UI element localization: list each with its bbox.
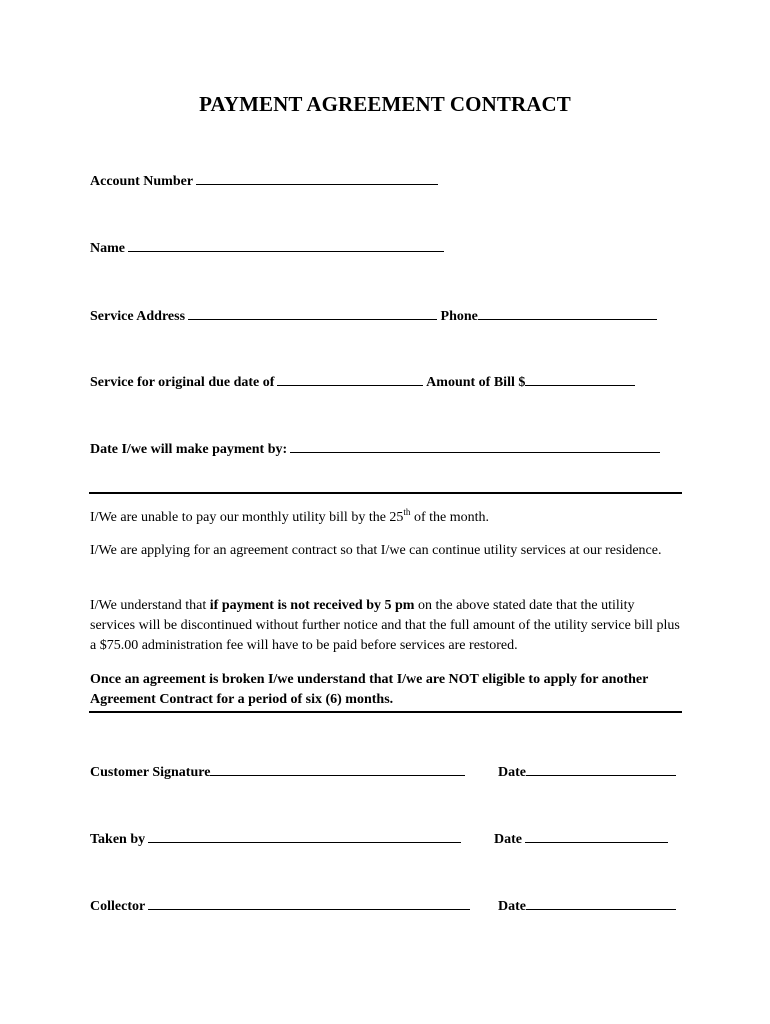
name-row [90, 238, 444, 258]
taken-by-row [90, 829, 461, 849]
bottom-divider [89, 711, 682, 713]
amount-of-bill-label: Amount of Bill $ [426, 375, 526, 390]
account-number-label: Account Number [90, 174, 194, 189]
terms-p1-superscript: th [403, 507, 411, 517]
taken-by-label: Taken by [90, 832, 146, 847]
service-address-row [90, 306, 657, 326]
customer-signature-field[interactable] [210, 762, 465, 776]
service-address-field[interactable] [188, 306, 437, 320]
terms-paragraph-4: Once an agreement is broken I/we understand that I/we are NOT eligible to apply for another Agreement Contract for a period of six (6) months. [90, 672, 649, 707]
name-field[interactable] [128, 238, 444, 252]
collector-label: Collector [90, 899, 146, 914]
taken-by-field[interactable] [148, 829, 461, 843]
service-due-date-label: Service for original due date of [90, 375, 275, 390]
payment-date-field[interactable] [290, 439, 660, 453]
customer-signature-label: Customer Signature [90, 765, 211, 780]
collector-date-field[interactable] [526, 896, 676, 910]
customer-date-label: Date [498, 765, 526, 780]
terms-p3-text-end: on the above stated date that the utility services will be discontinued without further notice and that the full amount of the utility service bill plus a $75.00 administration fee will have to be paid before services are restored. [90, 598, 680, 653]
customer-date-field[interactable] [526, 762, 676, 776]
taken-by-date-row [494, 829, 668, 849]
collector-date-row [498, 896, 676, 916]
collector-date-label: Date [498, 899, 526, 914]
terms-paragraph-1 [90, 508, 682, 528]
account-number-row [90, 171, 438, 191]
customer-signature-row [90, 762, 465, 782]
terms-paragraph-3 [90, 596, 682, 656]
document-title: PAYMENT AGREEMENT CONTRACT [199, 92, 571, 116]
phone-field[interactable] [478, 306, 657, 320]
phone-label: Phone [440, 309, 478, 324]
terms-paragraph-2: I/We are applying for an agreement contract so that I/we can continue utility services at our residence. [90, 543, 662, 558]
terms-p3-bold: if payment is not received by 5 pm [209, 598, 415, 613]
terms-p1-text: I/We are unable to pay our monthly utility bill by the 25 [90, 510, 404, 525]
amount-of-bill-field[interactable] [525, 372, 635, 386]
taken-by-date-field[interactable] [525, 829, 668, 843]
terms-p3-text: I/We understand that [90, 598, 210, 613]
service-due-date-field[interactable] [277, 372, 423, 386]
collector-field[interactable] [148, 896, 470, 910]
service-due-date-row [90, 372, 635, 392]
account-number-field[interactable] [196, 171, 438, 185]
payment-date-label: Date I/we will make payment by: [90, 442, 288, 457]
service-address-label: Service Address [90, 309, 186, 324]
taken-by-date-label: Date [494, 832, 522, 847]
customer-date-row [498, 762, 676, 782]
name-label: Name [90, 241, 125, 256]
terms-p1-text-end: of the month. [410, 510, 489, 525]
top-divider [89, 492, 682, 494]
collector-row [90, 896, 470, 916]
payment-date-row [90, 439, 660, 459]
